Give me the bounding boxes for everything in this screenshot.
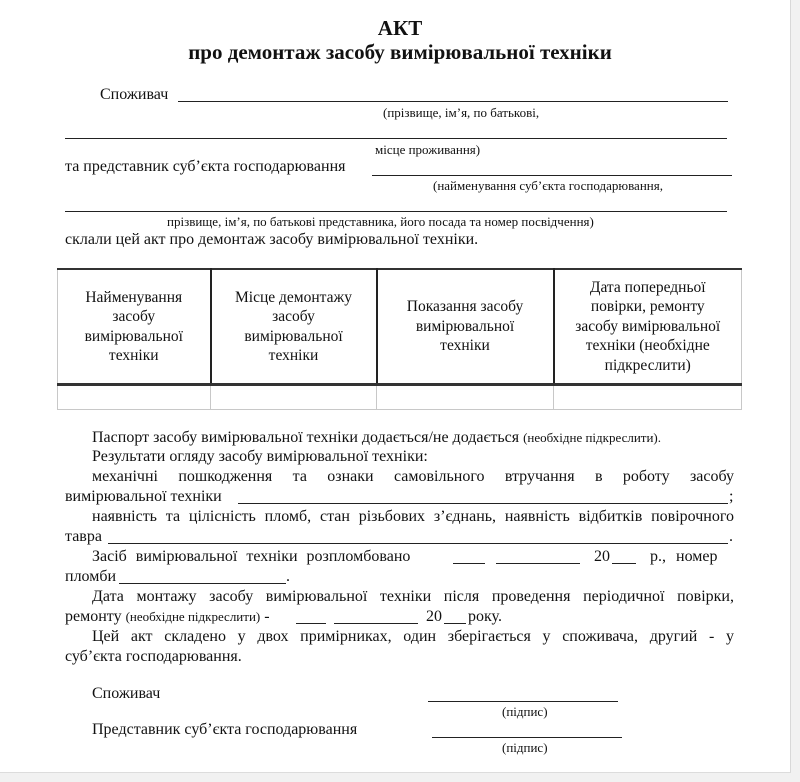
seals-end: .: [729, 528, 733, 545]
entity-caption: (найменування суб’єкта господарювання,: [433, 178, 663, 193]
unsealed-line-2: пломби: [65, 568, 117, 585]
mount-month-field[interactable]: [334, 623, 418, 624]
header-line: техніки: [108, 347, 159, 364]
damage-line-2: вимірювальної техніки: [65, 488, 222, 505]
signature-consumer-label: Споживач: [92, 685, 161, 702]
header-line: вимірювальної: [84, 327, 183, 345]
header-line: вимірювальної: [415, 317, 515, 335]
mount-label: ремонту: [65, 608, 122, 625]
signature-consumer-caption: (підпис): [502, 704, 548, 719]
consumer-residence-field[interactable]: [65, 138, 727, 139]
header-device-readings: [377, 269, 554, 385]
consumer-name-field[interactable]: [178, 101, 728, 102]
header-line: Показання засобу: [406, 298, 524, 316]
seal-number-field[interactable]: [119, 583, 286, 584]
signature-representative-label: Представник суб’єкта господарювання: [92, 721, 358, 738]
header-previous-verification-date: [554, 269, 742, 385]
unsealed-year-field[interactable]: [612, 563, 636, 564]
dismantling-table: [57, 268, 742, 410]
representative-caption: прізвище, ім’я, по батькові представника, його посада та номер посвідчення): [167, 214, 594, 229]
passport-statement: [92, 428, 661, 448]
unsealed-year-prefix: 20: [594, 548, 610, 565]
document-subtitle: про демонтаж засобу вимірювальної техніки: [188, 40, 612, 64]
header-device-name: [58, 269, 211, 385]
header-dismantling-place: [211, 269, 377, 385]
representative-label: та представник суб’єкта господарювання: [65, 158, 346, 175]
header-line: підкреслити): [604, 356, 691, 374]
consumer-caption: (прізвище, ім’я, по батькові,: [383, 105, 540, 120]
cell-device-name[interactable]: [58, 385, 211, 410]
unsealed-month-field[interactable]: [496, 563, 580, 564]
passport-note: (необхідне підкреслити).: [523, 430, 661, 445]
header-line: Найменування: [85, 288, 183, 306]
cell-previous-verification-date[interactable]: [554, 385, 742, 410]
mount-dash: -: [264, 608, 270, 625]
mount-end: року.: [468, 608, 502, 625]
header-line: Місце демонтажу: [235, 288, 352, 306]
cell-dismantling-place[interactable]: [211, 385, 377, 410]
inspection-heading: Результати огляду засобу вимірювальної техніки:: [92, 448, 428, 465]
document-title: АКТ: [377, 16, 423, 40]
entity-name-field[interactable]: [372, 175, 732, 176]
damage-field[interactable]: [238, 503, 728, 504]
mount-year-field[interactable]: [444, 623, 466, 624]
damage-line-1: механічні пошкодження та ознаки самовільного втручання в роботу засобу: [92, 468, 734, 485]
passport-main-text: Паспорт засобу вимірювальної техніки додається/не додається: [92, 429, 520, 446]
damage-end: ;: [729, 488, 734, 505]
residence-caption: місце проживання): [375, 142, 481, 157]
mount-line-1: Дата монтажу засобу вимірювальної техніки після проведення періодичної повірки,: [92, 588, 734, 605]
header-line: техніки (необхідне: [585, 337, 710, 355]
table-header-row: [58, 269, 742, 385]
copies-line-1: Цей акт складено у двох примірниках, один зберігається у споживача, другий - у: [92, 628, 734, 645]
table-row: [58, 385, 742, 410]
header-line: вимірювальної: [244, 327, 343, 345]
header-line: засобу вимірювальної: [575, 317, 721, 335]
representative-details-field[interactable]: [65, 211, 727, 212]
mount-year-prefix: 20: [426, 608, 442, 625]
signature-representative-caption: (підпис): [502, 740, 548, 755]
consumer-label: Споживач: [100, 86, 169, 103]
seals-line-1: наявність та цілісність пломб, стан різьбових з’єднань, наявність відбитків повірочного: [92, 508, 734, 525]
seals-line-2: тавра: [65, 528, 102, 545]
unsealed-seal-number-label: р., номер: [650, 548, 718, 565]
mount-day-field[interactable]: [296, 623, 326, 624]
header-line: повірки, ремонту: [590, 298, 705, 316]
mount-line-2: [65, 607, 270, 627]
seals-field[interactable]: [108, 543, 728, 544]
header-line: засобу: [112, 308, 156, 325]
header-line: техніки: [268, 347, 319, 364]
unsealed-end: .: [286, 568, 290, 585]
unsealed-day-field[interactable]: [453, 563, 485, 564]
copies-line-2: суб’єкта господарювання.: [65, 648, 242, 665]
signature-representative-field[interactable]: [432, 737, 622, 738]
composed-text: склали цей акт про демонтаж засобу вимірювальної техніки.: [65, 231, 479, 248]
header-line: засобу: [272, 308, 315, 325]
header-line: Дата попередньої: [589, 278, 706, 296]
mount-note: (необхідне підкреслити): [125, 609, 261, 624]
signature-consumer-field[interactable]: [428, 701, 618, 702]
header-line: техніки: [440, 337, 490, 355]
unsealed-text: Засіб вимірювальної техніки розпломбовано: [92, 548, 411, 565]
cell-device-readings[interactable]: [377, 385, 554, 410]
